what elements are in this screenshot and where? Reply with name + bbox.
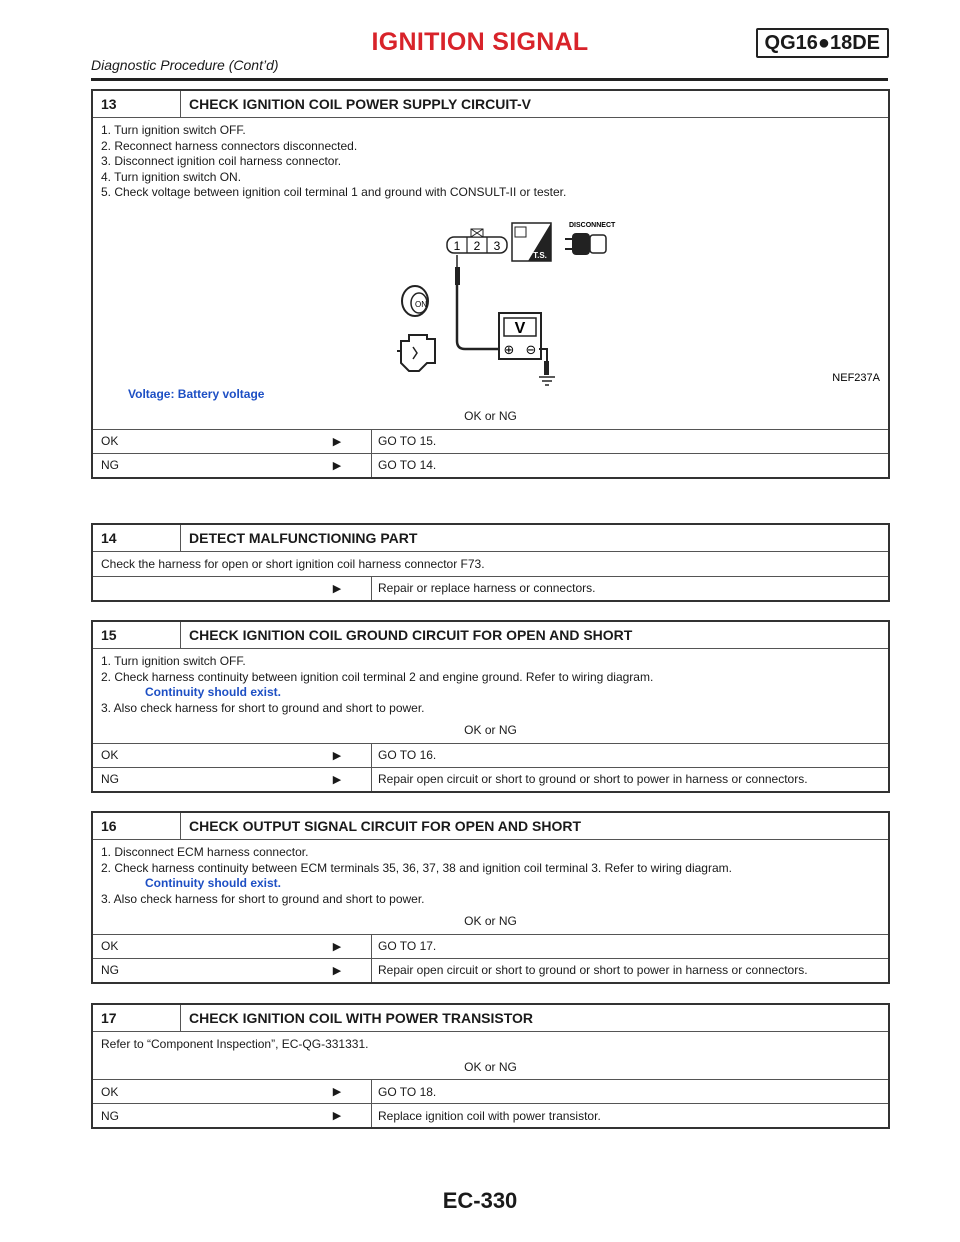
instruction-line: 3. Also check harness for short to ground and short to power.: [101, 891, 425, 906]
ts-label: T.S.: [533, 250, 547, 260]
result-row-ok: [93, 743, 888, 767]
step-header: [93, 813, 888, 840]
result-row-ng: [93, 1103, 888, 1127]
instruction-line: 5. Check voltage between ignition coil terminal 1 and ground with CONSULT-II or tester.: [101, 185, 567, 199]
step-body: [93, 840, 888, 934]
result-row-ok: [93, 429, 888, 453]
step-title: CHECK IGNITION COIL POWER SUPPLY CIRCUIT-V: [189, 96, 532, 112]
ok-ng-prompt: OK or NG: [464, 914, 517, 928]
figure-id: NEF237A: [832, 371, 880, 384]
result-key: NG: [101, 458, 119, 472]
arrow-icon: ▶: [332, 435, 342, 448]
spec-continuity: Continuity should exist.: [145, 685, 282, 699]
step-13: [91, 89, 890, 479]
coil-connector: [447, 229, 507, 253]
instruction-line: 1. Disconnect ECM harness connector.: [101, 845, 309, 859]
result-key: NG: [101, 1108, 119, 1123]
voltmeter-icon: [499, 313, 541, 359]
arrow-icon: ▶: [332, 1110, 342, 1122]
result-key: OK: [101, 1084, 119, 1099]
step-number: 17: [93, 1005, 181, 1031]
result-key: NG: [101, 772, 119, 786]
spec-continuity: Continuity should exist.: [145, 876, 282, 890]
ok-ng-prompt: OK or NG: [464, 409, 517, 423]
probe-tip: [455, 267, 460, 285]
page-number: EC-330: [442, 1188, 518, 1213]
step-number: 16: [93, 813, 181, 839]
step-body: [93, 552, 888, 576]
result-row-ng: [93, 958, 888, 982]
circuit-diagram: [101, 201, 880, 387]
plus-terminal: ⊕: [503, 342, 515, 358]
arrow-icon: ▶: [332, 749, 342, 762]
result-row: [93, 576, 888, 600]
ok-ng-prompt: OK or NG: [464, 723, 517, 737]
engine-icon: [397, 335, 435, 371]
arrow-icon: ▶: [332, 582, 342, 595]
instruction-line: 4. Turn ignition switch ON.: [101, 169, 242, 184]
disconnect-icon: [565, 222, 616, 255]
step-header: [93, 91, 888, 118]
header-rule: [91, 78, 888, 81]
result-key: NG: [101, 963, 119, 977]
arrow-icon: ▶: [332, 1086, 342, 1098]
result-action: Repair open circuit or short to ground or short to power in harness or connectors.: [371, 959, 888, 982]
result-action: Repair open circuit or short to ground or short to power in harness or connectors.: [371, 768, 888, 791]
result-row-ng: [93, 767, 888, 791]
step-body: [93, 1032, 888, 1079]
step-body: [93, 118, 888, 429]
step-14: [91, 523, 890, 602]
instruction-line: 3. Also check harness for short to ground and short to power.: [101, 700, 425, 715]
result-key: OK: [101, 939, 119, 953]
arrow-icon: ▶: [332, 459, 342, 472]
step-title: CHECK OUTPUT SIGNAL CIRCUIT FOR OPEN AND SHORT: [189, 818, 582, 834]
diagram-svg: [101, 201, 880, 387]
step-15: [91, 620, 890, 793]
instruction-line: 3. Disconnect ignition coil harness connector.: [101, 154, 342, 168]
instruction-line: 2. Check harness continuity between ECM terminals 35, 36, 37, 38 and ignition coil terminal 3. Refer to wiring diagram.: [101, 860, 732, 875]
result-action: GO TO 17.: [371, 935, 888, 958]
meter-label: V: [514, 319, 526, 337]
terminal-3: 3: [493, 238, 501, 253]
instruction-line: 1. Turn ignition switch OFF.: [101, 123, 246, 137]
instruction-line: Refer to “Component Inspection”, EC-QG-331331.: [101, 1037, 369, 1051]
result-action: Repair or replace harness or connectors.: [371, 577, 888, 600]
page-subtitle: Diagnostic Procedure (Cont’d): [91, 57, 279, 73]
arrow-icon: ▶: [332, 964, 342, 977]
result-key: OK: [101, 748, 119, 762]
ignition-key-icon: [402, 286, 428, 316]
step-header: [93, 1005, 888, 1032]
step-header: [93, 622, 888, 649]
step-body: [93, 649, 888, 743]
test-lead: [457, 285, 499, 349]
arrow-icon: ▶: [332, 773, 342, 786]
instruction-line: 1. Turn ignition switch OFF.: [101, 654, 246, 668]
ground-symbol-icon: [539, 377, 555, 385]
instruction-line: 2. Reconnect harness connectors disconnected.: [101, 138, 358, 153]
result-action: GO TO 14.: [371, 454, 888, 477]
step-17: [91, 1003, 890, 1129]
result-key: OK: [101, 434, 119, 448]
arrow-icon: ▶: [332, 940, 342, 953]
step-number: 15: [93, 622, 181, 648]
instruction-line: Check the harness for open or short ignition coil harness connector F73.: [101, 557, 485, 571]
page-title: IGNITION SIGNAL: [371, 28, 589, 56]
step-number: 13: [93, 91, 181, 117]
disconnect-label: DISCONNECT: [569, 221, 616, 229]
result-action: GO TO 18.: [371, 1080, 888, 1103]
result-action: GO TO 16.: [371, 744, 888, 767]
result-row-ng: [93, 453, 888, 477]
step-number: 14: [93, 525, 181, 551]
service-manual-icon: [512, 223, 551, 261]
result-action: Replace ignition coil with power transistor.: [371, 1104, 888, 1127]
step-16: [91, 811, 890, 984]
step-title: DETECT MALFUNCTIONING PART: [189, 530, 418, 546]
result-key: [93, 577, 303, 600]
step-title: CHECK IGNITION COIL GROUND CIRCUIT FOR OPEN AND SHORT: [189, 627, 633, 643]
result-row-ok: [93, 934, 888, 958]
terminal-1: 1: [453, 238, 461, 253]
result-row-ok: [93, 1079, 888, 1103]
model-badge: QG16●18DE: [756, 28, 889, 58]
terminal-2: 2: [473, 238, 481, 253]
ok-ng-prompt: OK or NG: [464, 1059, 517, 1074]
instruction-line: 2. Check harness continuity between ignition coil terminal 2 and engine ground. Refer to wiring diagram.: [101, 669, 654, 684]
minus-terminal: ⊖: [525, 342, 537, 358]
result-action: GO TO 15.: [371, 430, 888, 453]
spec-voltage: Voltage: Battery voltage: [128, 386, 265, 401]
step-title: CHECK IGNITION COIL WITH POWER TRANSISTOR: [189, 1010, 534, 1026]
on-label: ON: [415, 299, 427, 309]
step-header: [93, 525, 888, 552]
